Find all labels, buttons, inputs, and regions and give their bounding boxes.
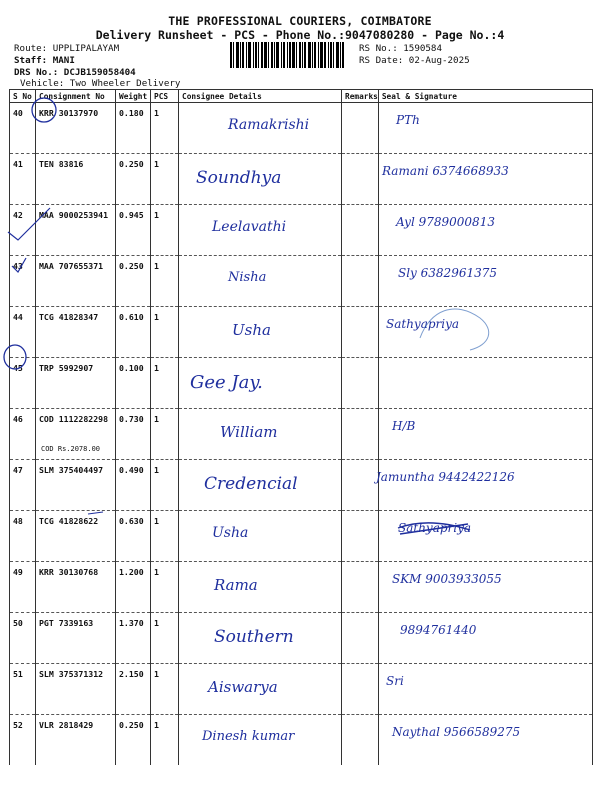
weight-cell-text: 0.730: [119, 414, 144, 424]
weight-cell-text: 1.370: [119, 618, 144, 628]
handwritten-consignee: Ramakrishi: [228, 117, 310, 133]
handwritten-consignee: Usha: [232, 321, 271, 339]
handwritten-signature: Sathyapriya: [386, 317, 460, 331]
col-signature: Seal & Signature: [378, 90, 592, 103]
rs-number: RS No.: 1590584: [359, 43, 442, 54]
consignment-cell-text: TCG 41828347: [39, 312, 99, 322]
pcs-cell-text: 1: [154, 618, 159, 628]
weight-cell-text: 0.250: [119, 261, 144, 271]
consignment-cell-text: VLR 2818429: [39, 720, 94, 730]
rs-date: RS Date: 02-Aug-2025: [359, 55, 470, 66]
sno-cell-text: 48: [13, 516, 23, 526]
handwritten-signature: Ayl 9789000813: [396, 215, 495, 229]
consignment-cell-text: TEN 83816: [39, 159, 84, 169]
weight-cell-text: 2.150: [119, 669, 144, 679]
weight-cell-text: 0.250: [119, 159, 144, 169]
consignment-cell-text: MAA 9000253941: [39, 210, 109, 220]
sno-cell-text: 40: [13, 108, 23, 118]
cod-amount: COD Rs.2078.00: [41, 445, 101, 453]
handwritten-signature: Jamuntha 9442422126: [376, 470, 515, 484]
sno-cell-text: 50: [13, 618, 23, 628]
consignment-cell-text: MAA 707655371: [39, 261, 104, 271]
strike-scribble-50: [398, 523, 470, 534]
handwritten-signature: PTh: [396, 113, 420, 127]
handwritten-consignee: Southern: [214, 627, 294, 647]
pcs-cell-text: 1: [154, 210, 159, 220]
handwritten-signature: SKM 9003933055: [392, 572, 502, 586]
pcs-cell-text: 1: [154, 516, 159, 526]
handwritten-consignee: Leelavathi: [212, 219, 287, 235]
pcs-cell-text: 1: [154, 363, 159, 373]
sno-cell-text: 41: [13, 159, 23, 169]
sno-cell-text: 47: [13, 465, 23, 475]
sno-cell-text: 43: [13, 261, 23, 271]
consignment-cell-text: COD 1112282298: [39, 414, 109, 424]
handwritten-consignee: Usha: [212, 525, 249, 541]
circle-mark-46: [4, 345, 26, 369]
consignment-cell-text: KRR 30137970: [39, 108, 99, 118]
vehicle-label: Vehicle: Two Wheeler Delivery: [20, 78, 181, 89]
pcs-cell-text: 1: [154, 312, 159, 322]
pcs-cell-text: 1: [154, 720, 159, 730]
sno-cell-text: 46: [13, 414, 23, 424]
pcs-cell-text: 1: [154, 261, 159, 271]
handwritten-consignee: Gee Jay.: [190, 372, 263, 393]
consignment-cell-text: KRR 30130768: [39, 567, 99, 577]
company-title: THE PROFESSIONAL COURIERS, COIMBATORE: [168, 14, 432, 28]
col-pcs: PCS: [151, 90, 179, 103]
handwritten-signature: Sri: [386, 674, 404, 688]
consignment-cell-text: SLM 375371312: [39, 669, 104, 679]
stamp-scribble-45: [420, 309, 489, 350]
pcs-cell-text: 1: [154, 159, 159, 169]
col-consignment: Consignment No: [36, 90, 116, 103]
weight-cell-text: 0.100: [119, 363, 144, 373]
handwritten-consignee: Credencial: [204, 474, 298, 494]
circle-mark-40: [32, 98, 56, 122]
pcs-cell-text: 1: [154, 414, 159, 424]
pcs-cell-text: 1: [154, 567, 159, 577]
sno-cell-text: 52: [13, 720, 23, 730]
handwritten-signature: Ramani 6374668933: [382, 164, 509, 178]
weight-cell-text: 0.180: [119, 108, 144, 118]
handwritten-consignee: Dinesh kumar: [202, 729, 295, 744]
weight-cell-text: 0.630: [119, 516, 144, 526]
weight-cell-text: 1.200: [119, 567, 144, 577]
pcs-cell-text: 1: [154, 108, 159, 118]
col-sno: S No: [10, 90, 36, 103]
weight-cell-text: 0.250: [119, 720, 144, 730]
sno-cell-text: 49: [13, 567, 23, 577]
weight-cell-text: 0.945: [119, 210, 144, 220]
sno-cell-text: 44: [13, 312, 23, 322]
pcs-cell-text: 1: [154, 465, 159, 475]
sno-cell-text: 45: [13, 363, 23, 373]
handwritten-signature: Sathyapriya: [398, 521, 472, 535]
handwritten-consignee: Soundhya: [196, 168, 282, 188]
underline-mark-50: [88, 512, 103, 514]
col-consignee: Consignee Details: [179, 90, 342, 103]
consignment-cell-text: TCG 41828622: [39, 516, 99, 526]
tick-mark-42: [8, 208, 50, 240]
sno-cell-text: 42: [13, 210, 23, 220]
drs-label: DRS No.: DCJB159058404: [14, 67, 136, 78]
handwritten-consignee: Nisha: [228, 270, 267, 285]
handwritten-signature: Sly 6382961375: [398, 266, 497, 280]
route-label: Route: UPPLIPALAYAM: [14, 43, 120, 54]
staff-label: Staff: MANI: [14, 55, 75, 66]
handwritten-consignee: Aiswarya: [208, 678, 278, 696]
handwritten-signature: 9894761440: [400, 623, 477, 637]
pcs-cell-text: 1: [154, 669, 159, 679]
runsheet-subtitle: Delivery Runsheet - PCS - Phone No.:9047080280 - Page No.:4: [95, 28, 505, 42]
weight-cell-text: 0.610: [119, 312, 144, 322]
weight-cell-text: 0.490: [119, 465, 144, 475]
handwritten-consignee: William: [220, 423, 278, 441]
consignment-cell-text: SLM 375404497: [39, 465, 104, 475]
col-weight: Weight: [116, 90, 151, 103]
handwritten-consignee: Rama: [214, 576, 258, 594]
tick-mark-44: [12, 258, 26, 272]
sno-cell-text: 51: [13, 669, 23, 679]
handwritten-signature: Naythal 9566589275: [392, 725, 521, 739]
consignment-cell-text: PGT 7339163: [39, 618, 94, 628]
handwritten-signature: H/B: [392, 419, 416, 433]
consignment-cell-text: TRP 5992907: [39, 363, 94, 373]
col-remarks: Remarks: [342, 90, 379, 103]
